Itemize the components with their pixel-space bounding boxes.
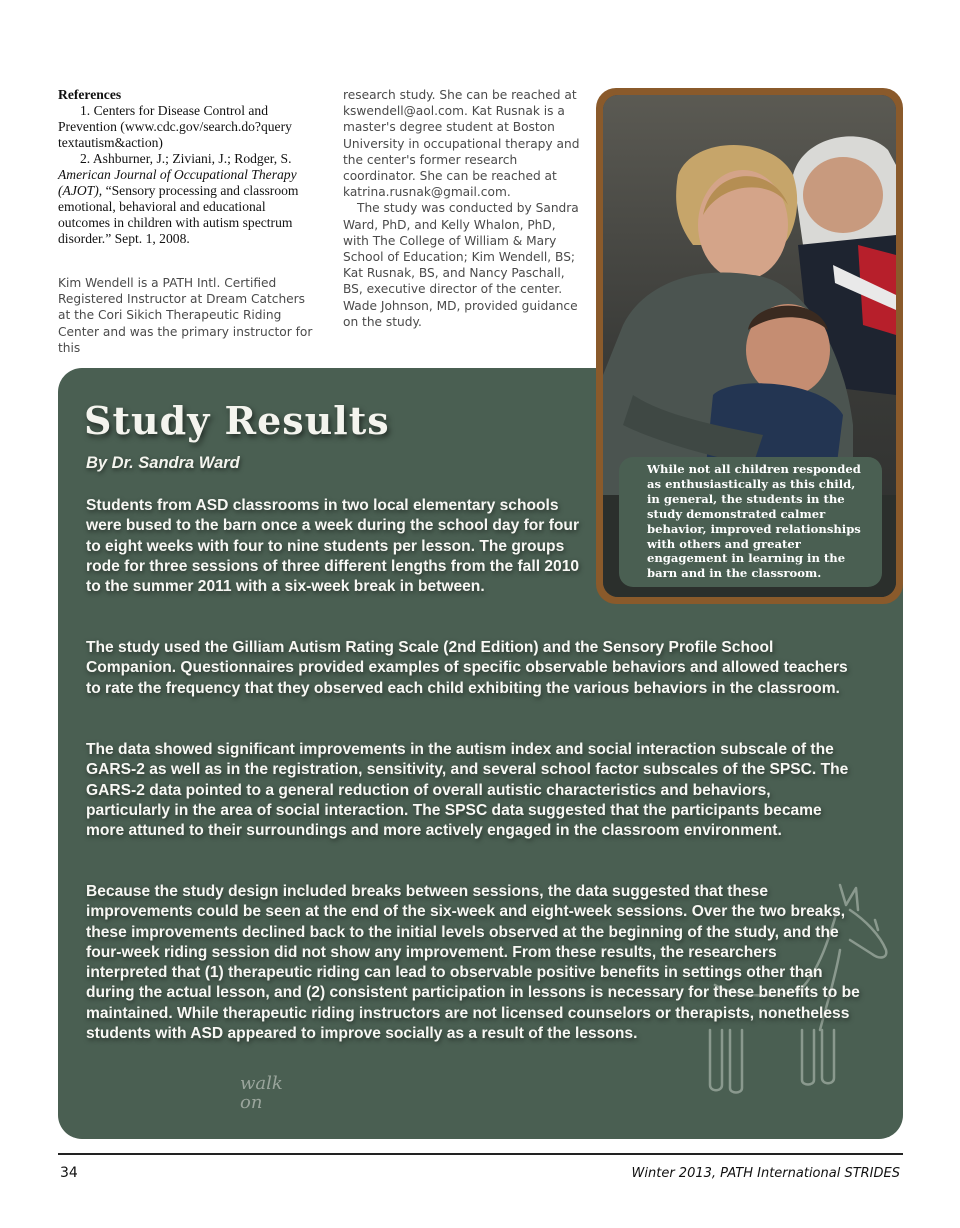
author-bio-part3: The study was conducted by Sandra Ward, PhD, and Kelly Whalon, PhD, with The College of William & Mary School of Education; Kim Wendell, BS; Kat Rusnak, BS, and Nancy Paschall, BS, executive director of the center. Wade Johnson, MD, provided guidance on the study. (343, 201, 579, 329)
page-number: 34 (60, 1165, 78, 1181)
references-section (58, 87, 316, 247)
author-bio-part2: research study. She can be reached at kswendell@aol.com. Kat Rusnak is a master's degree student at Boston University in occupational therapy and the center's former research coordinator. She can be reached at katrina.rusnak@gmail.com. (343, 88, 580, 200)
results-paragraph: The study used the Gilliam Autism Rating Scale (2nd Edition) and the Sensory Profile School Companion. Questionnaires provided examples of specific observable behaviors and allowed teachers to rate the frequency that they observed each child exhibiting the various behaviors in the classroom. (86, 639, 848, 697)
results-paragraph: Because the study design included breaks between sessions, the data suggested that these improvements could be seen at the end of the six-week and eight-week sessions. Over the two breaks, these improvements declined back to the initial levels observed at the beginning of the study, and the four-week riding session did not show any improvement. From these results, the researchers interpreted that (1) therapeutic riding can lead to observable positive benefits in settings other than during the actual lesson, and (2) consistent participation in lessons is necessary for these benefits to be maintained. While therapeutic riding instructors are not licensed counselors or therapists, nonetheless students with ASD appeared to improve socially as a result of the lessons. (86, 883, 860, 1043)
references-heading: References (58, 87, 122, 102)
author-bio-part1: Kim Wendell is a PATH Intl. Certified Registered Instructor at Dream Catchers at the Cori Sikich Therapeutic Riding Center and was the primary instructor for this (58, 276, 313, 355)
reference-item: 2. Ashburner, J.; Ziviani, J.; Rodger, S. American Journal of Occupational Therapy (AJOT), “Sensory processing and classroom emotional, behavioral and educational outcomes in children with autism spectrum disorder.” Sept. 1, 2008. (58, 151, 299, 246)
author-bio-column (343, 87, 583, 330)
footer-divider (58, 1153, 903, 1155)
results-paragraph: The data showed significant improvements in the autism index and social interaction subscale of the GARS-2 as well as in the registration, sensitivity, and several school factor subscales of the SPSC. The GARS-2 data pointed to a general reduction of overall autistic characteristics and behaviors, particularly in the area of social interaction. The SPSC data suggested that the participants became more attuned to their surroundings and more actively engaged in the classroom environment. (86, 741, 849, 840)
byline: By Dr. Sandra Ward (86, 454, 240, 472)
journal-name: American Journal of Occupational Therapy (AJOT), (58, 167, 297, 198)
walk-on-logo: walk on (240, 1073, 283, 1113)
photo-caption: While not all children responded as enthusiastically as this child, in general, the students in the study demonstrated calmer behavior, improved relationships with others and greater engagement in learning in the barn and in the classroom. (647, 462, 861, 581)
publication-footer: Winter 2013, PATH International STRIDES (631, 1166, 900, 1181)
section-title: Study Results (84, 398, 390, 443)
results-paragraph: Students from ASD classrooms in two local elementary schools were bused to the barn once a week during the school day for four to eight weeks with four to nine students per lesson. The groups rode for three sessions of three different lengths from the fall 2010 to the summer 2011 with a six-week break in between. (86, 497, 580, 596)
reference-item: 1. Centers for Disease Control and Prevention (www.cdc.gov/search.do?query textautism&action) (58, 103, 292, 150)
